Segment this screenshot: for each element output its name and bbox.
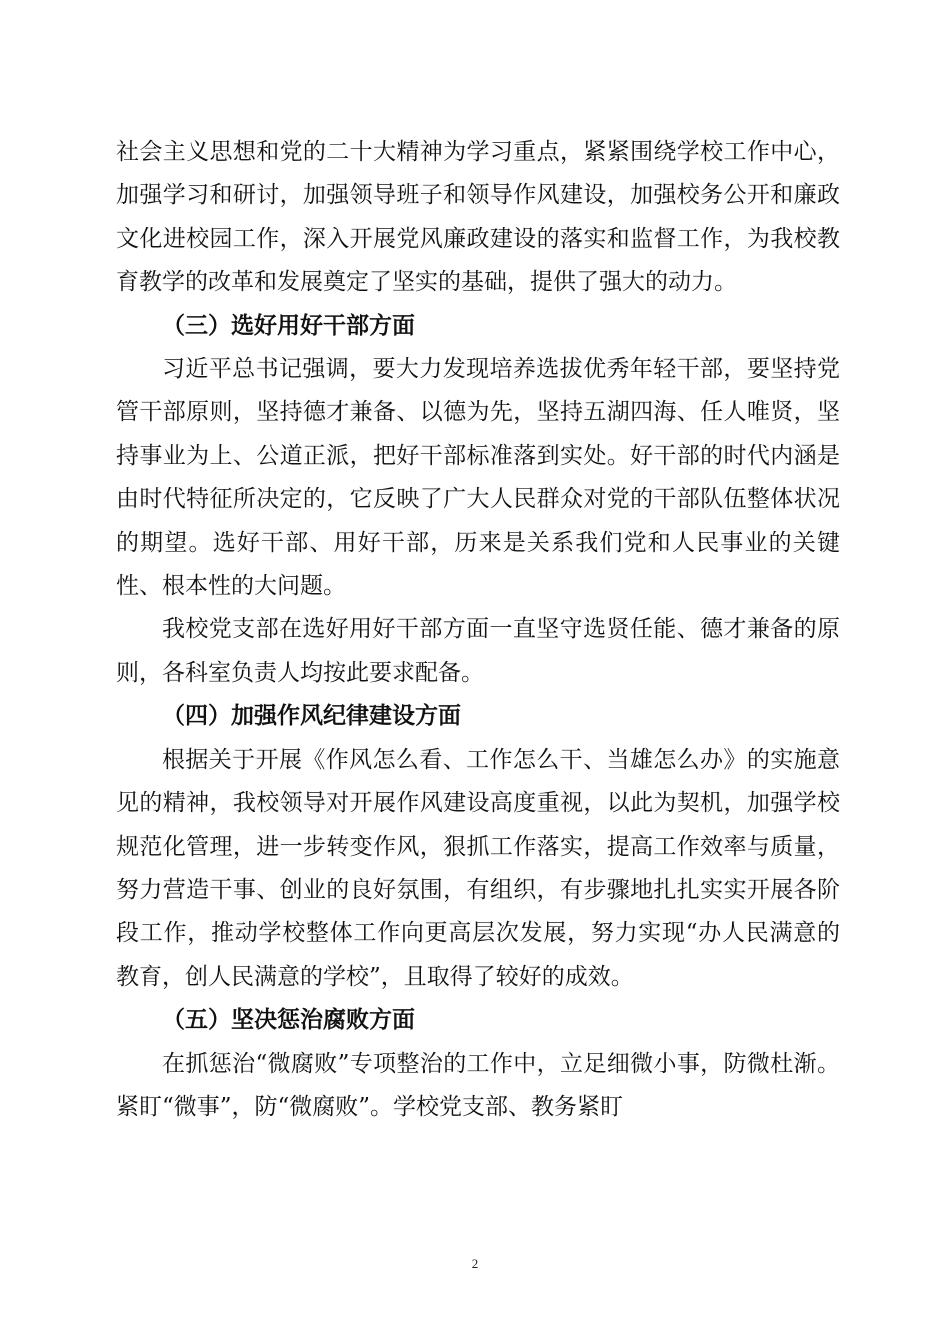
paragraph-anti-corruption: 在抓惩治“微腐败”专项整治的工作中，立足细微小事，防微杜渐。紧盯“微事”，防“微腐败”。学校党支部、教务紧盯 — [116, 1050, 840, 1120]
document-body — [116, 131, 840, 1129]
paragraph-school-cadres: 我校党支部在选好用好干部方面一直坚守选贤任能、德才兼备的原则，各科室负责人均按此要求配备。 — [116, 616, 840, 686]
page-number: 2 — [471, 1256, 479, 1271]
paragraph-work-style: 根据关于开展《作风怎么看、工作怎么干、当雄怎么办》的实施意见的精神，我校领导对开展作风建设高度重视，以此为契机，加强学校规范化管理，进一步转变作风，狠抓工作落实，提高工作效率与质量，努力营造干事、创业的良好氛围，有组织，有步骤地扎扎实实开展各阶段工作，推动学校整体工作向更高层次发展，努力实现“办人民满意的教育，创人民满意的学校”，且取得了较好的成效。 — [116, 746, 840, 990]
section-heading-3: （三）选好用好干部方面 — [162, 312, 415, 339]
section-heading-4: （四）加强作风纪律建设方面 — [162, 703, 461, 730]
section-heading-5: （五）坚决惩治腐败方面 — [162, 1007, 415, 1034]
paragraph-continuation: 社会主义思想和党的二十大精神为学习重点，紧紧围绕学校工作中心，加强学习和研讨，加强领导班子和领导作风建设，加强校务公开和廉政文化进校园工作，深入开展党风廉政建设的落实和监督工作，为我校教育教学的改革和发展奠定了坚实的基础，提供了强大的动力。 — [116, 139, 840, 296]
paragraph-cadre-selection: 习近平总书记强调，要大力发现培养选拔优秀年轻干部，要坚持党管干部原则，坚持德才兼备、以德为先，坚持五湖四海、任人唯贤，坚持事业为上、公道正派，把好干部标准落到实处。好干部的时代内涵是由时代特征所决定的，它反映了广大人民群众对党的干部队伍整体状况的期望。选好干部、用好干部，历来是关系我们党和人民事业的关键性、根本性的大问题。 — [116, 356, 840, 600]
